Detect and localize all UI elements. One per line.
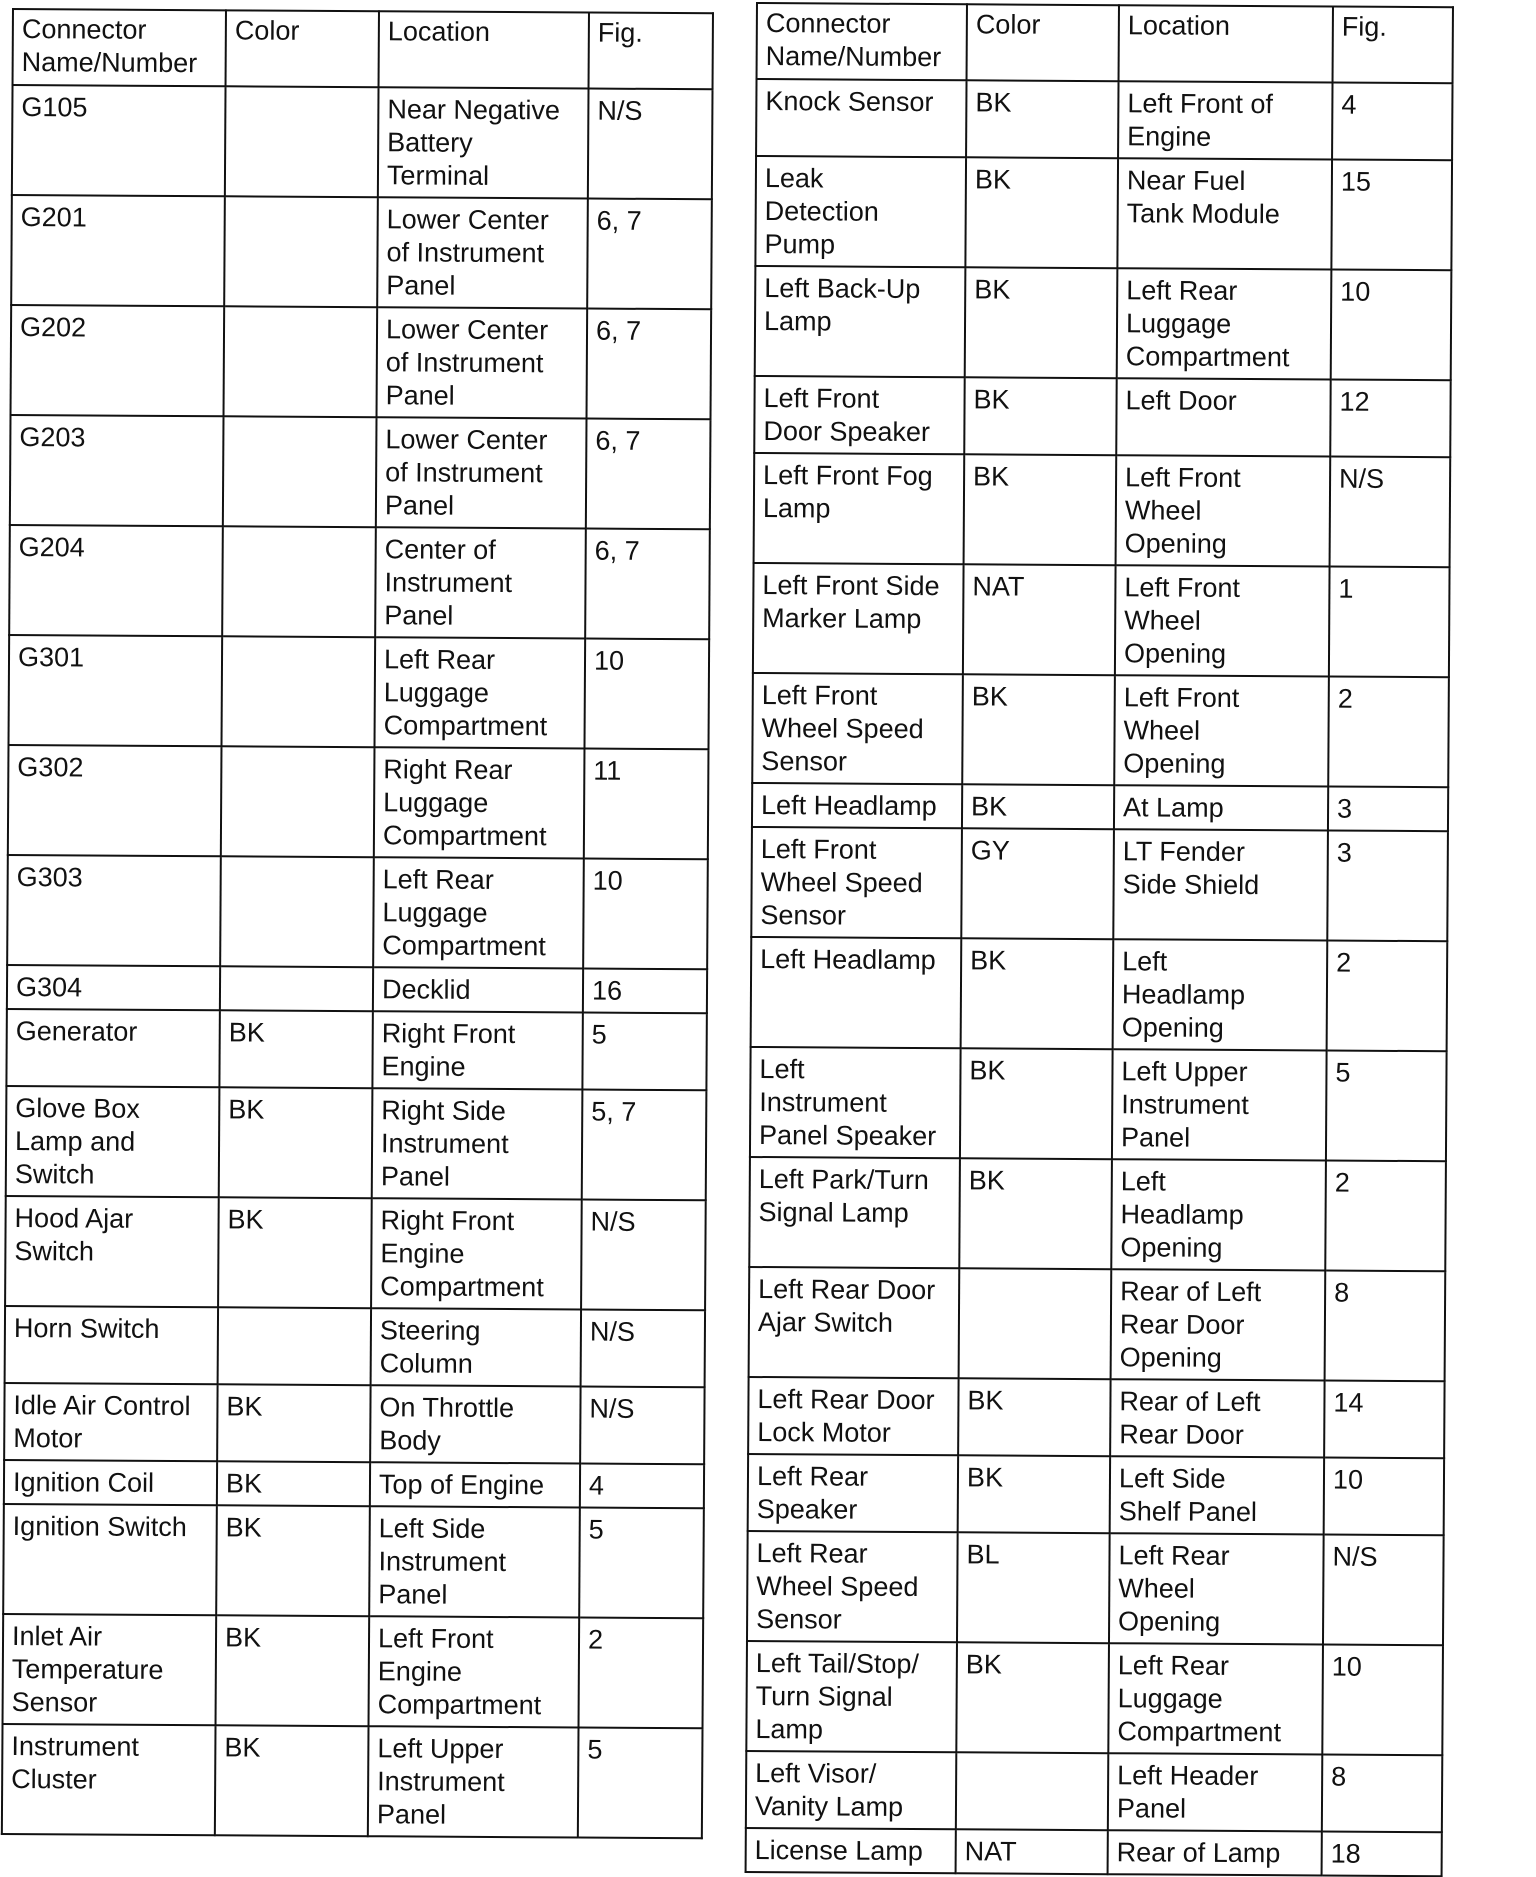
connector-name-cell: G303 [7, 855, 221, 966]
color-cell [218, 1307, 371, 1385]
fig-cell: 5 [578, 1727, 703, 1838]
table-row [2, 1724, 703, 1838]
connector-name-cell: Left Headlamp [751, 937, 962, 1048]
connector-name-cell: Left Rear Door Ajar Switch [749, 1267, 960, 1378]
color-cell: BK [961, 938, 1114, 1049]
location-cell: Right Front Engine Compartment [371, 1198, 582, 1309]
color-cell [959, 1268, 1112, 1379]
connector-name-cell: Left Rear Wheel Speed Sensor [747, 1531, 958, 1642]
header-name: Connector Name/Number [757, 3, 967, 80]
fig-cell: 1 [1329, 567, 1450, 678]
location-cell: Left Front Wheel Opening [1114, 675, 1329, 786]
fig-cell: 10 [1331, 270, 1452, 381]
location-cell: Left Front Wheel Opening [1115, 565, 1330, 676]
color-cell: BK [964, 377, 1116, 455]
location-cell: Left Rear Wheel Opening [1109, 1533, 1324, 1644]
fig-cell: 6, 7 [585, 529, 710, 640]
color-cell: BK [965, 267, 1118, 378]
table-header-row [757, 3, 1453, 83]
fig-cell: 2 [1328, 677, 1449, 788]
table-row [11, 305, 712, 419]
fig-cell: 6, 7 [586, 419, 711, 530]
color-cell: BK [958, 1455, 1110, 1533]
location-cell: Right Front Engine [372, 1011, 582, 1089]
connector-table-right [756, 2, 1452, 1873]
table-row [755, 156, 1452, 270]
color-cell [956, 1752, 1108, 1830]
location-cell: Decklid [373, 967, 583, 1012]
connector-name-cell: Ignition Coil [4, 1460, 217, 1505]
location-cell: Left Headlamp Opening [1113, 939, 1328, 1050]
color-cell [224, 196, 378, 307]
location-cell: Rear of Lamp [1108, 1830, 1322, 1875]
location-cell: Left Upper Instrument Panel [1112, 1049, 1327, 1160]
location-cell: Left Rear Luggage Compartment [1108, 1643, 1323, 1754]
fig-cell: 2 [1327, 941, 1448, 1052]
location-cell: Left Side Shelf Panel [1110, 1456, 1324, 1534]
connector-name-cell: Left Front Fog Lamp [754, 453, 965, 564]
table-row [5, 1306, 705, 1387]
connector-name-cell: Left Rear Door Lock Motor [748, 1377, 958, 1455]
color-cell [224, 306, 378, 417]
location-cell: Left Front Engine Compartment [369, 1616, 580, 1727]
fig-cell: N/S [1323, 1534, 1444, 1645]
location-cell: Left Upper Instrument Panel [368, 1726, 579, 1837]
fig-cell: 18 [1322, 1831, 1442, 1876]
location-cell: Left Header Panel [1108, 1753, 1322, 1831]
fig-cell: 10 [584, 639, 709, 750]
color-cell: BK [219, 1087, 373, 1198]
location-cell: Center of Instrument Panel [375, 527, 586, 638]
table-row [3, 1504, 704, 1618]
connector-name-cell: Leak Detection Pump [755, 156, 966, 267]
location-cell: Rear of Left Rear Door [1110, 1379, 1324, 1457]
table-row [748, 1377, 1444, 1458]
connector-name-cell: Left Front Side Marker Lamp [753, 563, 964, 674]
location-cell: Rear of Left Rear Door Opening [1111, 1269, 1326, 1380]
connector-name-cell: Left Front Wheel Speed Sensor [752, 673, 963, 784]
fig-cell: 10 [583, 859, 708, 970]
location-cell: Left Rear Luggage Compartment [373, 857, 584, 968]
connector-name-cell: Inlet Air Temperature Sensor [3, 1614, 217, 1725]
connector-name-cell: Left Tail/Stop/ Turn Signal Lamp [746, 1641, 957, 1752]
connector-name-cell: Horn Switch [5, 1306, 218, 1384]
color-cell: BK [964, 454, 1117, 565]
location-cell: Steering Column [371, 1308, 581, 1386]
table-row [754, 453, 1451, 567]
connector-name-cell: Left Front Door Speaker [754, 376, 964, 454]
table-row [750, 1047, 1447, 1161]
color-cell: BK [956, 1642, 1109, 1753]
color-cell [222, 526, 376, 637]
table-row [748, 1454, 1444, 1535]
connector-name-cell: License Lamp [746, 1828, 956, 1873]
connector-name-cell: Left Back-Up Lamp [755, 266, 966, 377]
table-row [754, 376, 1450, 457]
fig-cell: 4 [580, 1463, 704, 1508]
location-cell: LT Fender Side Shield [1113, 829, 1328, 940]
table-row [749, 1267, 1446, 1381]
connector-name-cell: Left Headlamp [752, 783, 962, 828]
fig-cell: 5, 7 [582, 1090, 707, 1201]
color-cell: NAT [963, 564, 1116, 675]
connector-name-cell: G201 [11, 195, 225, 306]
color-cell [220, 966, 373, 1011]
connector-name-cell: Left Instrument Panel Speaker [750, 1047, 961, 1158]
fig-cell: N/S [588, 89, 713, 200]
color-cell: BK [958, 1378, 1110, 1456]
location-cell: Lower Center of Instrument Panel [377, 197, 588, 308]
header-fig: Fig. [589, 13, 713, 90]
table-row [746, 1641, 1443, 1755]
location-cell: Top of Engine [370, 1462, 580, 1507]
table-row [755, 266, 1452, 380]
color-cell: BK [218, 1197, 372, 1308]
fig-cell: N/S [581, 1310, 705, 1388]
fig-cell: 8 [1322, 1754, 1442, 1832]
connector-name-cell: Generator [6, 1009, 219, 1087]
fig-cell: 5 [1326, 1051, 1447, 1162]
connector-name-cell: G202 [11, 305, 225, 416]
table-row [6, 1009, 706, 1090]
connector-name-cell: G301 [8, 635, 222, 746]
header-name: Connector Name/Number [13, 9, 226, 86]
fig-cell: 5 [579, 1507, 704, 1618]
location-cell: Near Fuel Tank Module [1117, 158, 1332, 269]
color-cell: NAT [956, 1829, 1108, 1874]
table-row [749, 1157, 1446, 1271]
color-cell: BK [960, 1048, 1113, 1159]
fig-cell: 14 [1324, 1380, 1444, 1458]
fig-cell: 10 [1324, 1457, 1444, 1535]
table-row [752, 783, 1448, 831]
connector-name-cell: G204 [9, 525, 223, 636]
location-cell: Left Side Instrument Panel [369, 1506, 580, 1617]
location-cell: Left Rear Luggage Compartment [374, 637, 585, 748]
color-cell [221, 636, 375, 747]
table-row [10, 415, 711, 529]
connector-name-cell: Glove Box Lamp and Switch [6, 1086, 220, 1197]
connector-name-cell: Left Visor/ Vanity Lamp [746, 1751, 956, 1829]
connector-name-cell: Instrument Cluster [2, 1724, 216, 1835]
color-cell: BK [959, 1158, 1112, 1269]
location-cell: Left Front Wheel Opening [1116, 455, 1331, 566]
color-cell [220, 856, 374, 967]
color-cell: GY [961, 828, 1114, 939]
location-cell: Left Front of Engine [1118, 81, 1332, 159]
table-row [12, 85, 713, 199]
fig-cell: 15 [1331, 160, 1452, 271]
connector-name-cell: Left Park/Turn Signal Lamp [749, 1157, 960, 1268]
color-cell: BK [215, 1725, 369, 1836]
table-row [753, 563, 1450, 677]
fig-cell: 10 [1322, 1644, 1443, 1755]
location-cell: Near Negative Battery Terminal [378, 87, 589, 198]
table-row [4, 1383, 704, 1464]
fig-cell: 6, 7 [587, 199, 712, 310]
fig-cell: 3 [1328, 787, 1448, 832]
color-cell: BK [962, 784, 1114, 829]
fig-cell: N/S [580, 1386, 704, 1464]
fig-cell: 4 [1332, 83, 1452, 161]
location-cell: On Throttle Body [370, 1385, 580, 1463]
table-row [8, 635, 709, 749]
table-row [747, 1531, 1444, 1645]
table-row [6, 1086, 707, 1200]
color-cell: BK [216, 1505, 370, 1616]
fig-cell: 2 [579, 1617, 704, 1728]
connector-name-cell: Left Rear Speaker [748, 1454, 958, 1532]
table-row [3, 1614, 704, 1728]
fig-cell: 11 [584, 749, 709, 860]
color-cell: BL [957, 1532, 1110, 1643]
location-cell: Lower Center of Instrument Panel [377, 307, 588, 418]
color-cell [223, 416, 377, 527]
fig-cell: 2 [1325, 1161, 1446, 1272]
color-cell: BK [219, 1010, 372, 1088]
connector-name-cell: G203 [10, 415, 224, 526]
table-row [7, 855, 708, 969]
color-cell [225, 86, 379, 197]
table-row [751, 937, 1448, 1051]
fig-cell: N/S [1330, 457, 1451, 568]
connector-table-left [12, 8, 712, 1835]
fig-cell: 12 [1330, 380, 1450, 458]
table-row [746, 1751, 1442, 1832]
fig-cell: 16 [583, 969, 707, 1014]
connector-name-cell: Knock Sensor [756, 79, 966, 157]
fig-cell: 3 [1327, 831, 1448, 942]
location-cell: Lower Center of Instrument Panel [376, 417, 587, 528]
color-cell: BK [966, 80, 1118, 158]
connector-name-cell: Ignition Switch [3, 1504, 217, 1615]
table-row [751, 827, 1448, 941]
color-cell: BK [962, 674, 1115, 785]
table-row [8, 745, 709, 859]
connector-name-cell: G302 [8, 745, 222, 856]
location-cell: At Lamp [1114, 785, 1328, 830]
color-cell [221, 746, 375, 857]
color-cell: BK [217, 1384, 370, 1462]
fig-cell: N/S [581, 1200, 706, 1311]
table-row [5, 1196, 706, 1310]
location-cell: Left Rear Luggage Compartment [1117, 268, 1332, 379]
color-cell: BK [216, 1615, 370, 1726]
connector-name-cell: G304 [7, 965, 220, 1010]
fig-cell: 8 [1325, 1271, 1446, 1382]
connector-name-cell: G105 [12, 85, 226, 196]
connector-name-cell: Hood Ajar Switch [5, 1196, 219, 1307]
location-cell: Right Rear Luggage Compartment [374, 747, 585, 858]
location-cell: Right Side Instrument Panel [372, 1088, 583, 1199]
header-location: Location [1119, 5, 1333, 82]
color-cell: BK [965, 157, 1118, 268]
location-cell: Left Door [1116, 378, 1330, 456]
table-row [752, 673, 1449, 787]
location-cell: Left Headlamp Opening [1111, 1159, 1326, 1270]
table-row [9, 525, 710, 639]
table-row [11, 195, 712, 309]
header-color: Color [226, 10, 379, 87]
header-location: Location [379, 11, 589, 88]
color-cell: BK [217, 1461, 370, 1506]
table-row [746, 1828, 1442, 1876]
connector-name-cell: Left Front Wheel Speed Sensor [751, 827, 962, 938]
fig-cell: 5 [582, 1013, 706, 1091]
connector-name-cell: Idle Air Control Motor [4, 1383, 217, 1461]
table-row [756, 79, 1452, 160]
table-row [4, 1460, 704, 1508]
header-color: Color [967, 4, 1119, 81]
table-row [7, 965, 707, 1013]
fig-cell: 6, 7 [587, 309, 712, 420]
header-fig: Fig. [1333, 7, 1453, 84]
table-header-row [13, 9, 713, 89]
